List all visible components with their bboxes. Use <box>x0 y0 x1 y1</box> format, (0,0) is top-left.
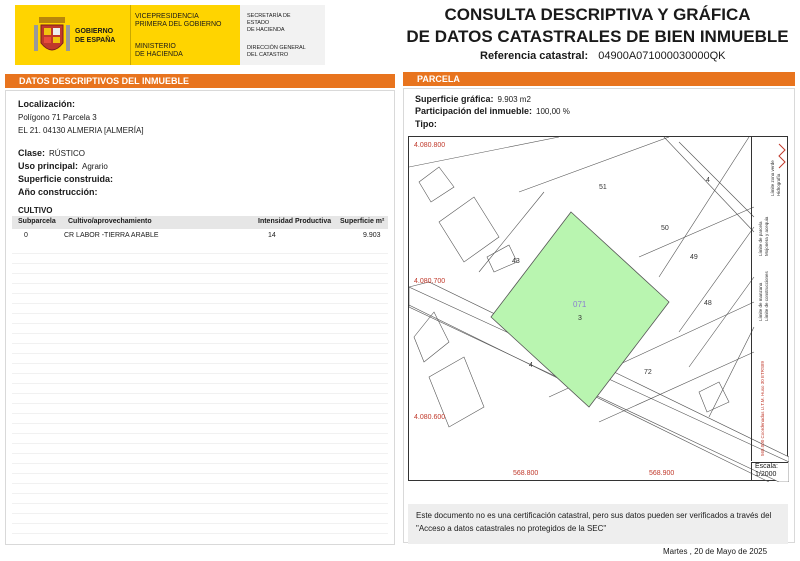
coord-label: 568.900 <box>649 470 675 477</box>
building <box>439 197 499 262</box>
government-header <box>15 5 310 65</box>
direction-line: DEL CATASTRO <box>247 52 289 58</box>
legend-item: Límite zona verde <box>770 160 775 196</box>
secretary-line: SECRETARÍA DE ESTADO <box>247 13 291 26</box>
parcel-line <box>639 207 754 257</box>
direction-line: DIRECCIÓN GENERAL <box>247 45 306 51</box>
legend-item: Límite de parcela <box>758 221 763 256</box>
superficie-grafica-row: Superficie gráfica: 9.903 m2 <box>415 94 531 104</box>
parcel-line <box>679 142 754 217</box>
parcel-number: 43 <box>512 258 520 265</box>
anio-construccion-label: Año construcción: <box>18 187 98 197</box>
coat-of-arms-icon <box>33 13 71 59</box>
superficie-construida-label: Superficie construida: <box>18 174 114 184</box>
parcel-number: 50 <box>661 225 669 232</box>
legend-item: Mojonera y acequia <box>764 216 769 256</box>
target-parcel <box>491 212 669 407</box>
map-drawing <box>409 137 789 482</box>
vice-line: VICEPRESIDENCIA <box>135 13 199 20</box>
cultivo-title: CULTIVO <box>18 206 53 215</box>
page-title: CONSULTA DESCRIPTIVA Y GRÁFICA DE DATOS CATASTRALES DE BIEN INMUEBLE <box>406 5 789 46</box>
parcel-line <box>689 277 754 367</box>
parcel-number: 48 <box>704 300 712 307</box>
legend-item: Límite de manzana <box>758 282 763 321</box>
cadastral-map[interactable] <box>408 136 788 481</box>
building <box>419 167 454 202</box>
ministry-line: DE HACIENDA <box>135 51 183 58</box>
section-bar-parcela: PARCELA <box>403 72 795 86</box>
localizacion-line-1: Polígono 71 Parcela 3 <box>18 113 97 122</box>
projection-label: 568.000 Coordenadas U.T.M. Huso 30 ETRS89 <box>760 360 765 456</box>
parcel-number: 49 <box>690 254 698 261</box>
parcel-number: 72 <box>644 369 652 376</box>
ministry-line: MINISTERIO <box>135 43 176 50</box>
table-row: 0 CR LABOR -TIERRA ARABLE 14 9.903 <box>24 232 381 239</box>
gobierno-block <box>15 5 130 65</box>
coord-label: 4.080.600 <box>414 414 446 421</box>
parcel-line <box>664 137 754 232</box>
coord-label: 568.800 <box>513 470 539 477</box>
parcel-number: 51 <box>599 184 607 191</box>
disclaimer-note: Este documento no es una certificación catastral, pero sus datos pueden ser verificados a través del "Acceso a datos catastrales no protegidos de la SEC" <box>408 504 788 544</box>
map-legend <box>751 136 788 461</box>
gov-name-line: GOBIERNO <box>75 28 114 35</box>
localizacion-label: Localización: <box>18 99 76 109</box>
map-scale: Escala: 1/2000 <box>751 462 788 481</box>
parcel-number: 4 <box>529 362 533 369</box>
coord-label: 4.080.700 <box>414 278 446 285</box>
vice-line: PRIMERA DEL GOBIERNO <box>135 21 222 28</box>
parcel-number: 4 <box>706 177 710 184</box>
parcel-line <box>519 137 669 192</box>
cultivo-table-header: Subparcela Cultivo/aprovechamiento Intensidad Productiva Superficie m² <box>12 216 388 229</box>
localizacion-line-2: EL 21. 04130 ALMERIA [ALMERÍA] <box>18 126 144 135</box>
tipo-label: Tipo: <box>415 119 437 129</box>
gov-name-line: DE ESPAÑA <box>75 37 116 44</box>
legend-item: Límite de construcciones <box>764 271 769 321</box>
section-bar-descriptive: DATOS DESCRIPTIVOS DEL INMUEBLE <box>5 74 395 88</box>
document-date: Martes , 20 de Mayo de 2025 <box>663 547 768 556</box>
cadastral-reference: Referencia catastral: 04900A071000030000QK <box>480 50 726 62</box>
secretary-line: DE HACIENDA <box>247 27 285 33</box>
reference-value: 04900A071000030000QK <box>598 50 726 62</box>
parcel-line <box>709 327 754 417</box>
north-arrow-icon <box>779 144 785 168</box>
clase-row: Clase: RÚSTICO <box>18 148 86 158</box>
coord-label: 4.080.800 <box>414 142 446 149</box>
parcel-line <box>659 137 749 277</box>
parcel-line <box>679 227 754 332</box>
parcel-number: 071 <box>573 300 587 309</box>
empty-rows-area <box>12 244 388 540</box>
uso-row: Uso principal: Agrario <box>18 161 108 171</box>
legend-item: Hidrografía <box>776 173 781 196</box>
participacion-row: Participación del inmueble: 100,00 % <box>415 106 570 116</box>
parcel-number: 3 <box>578 315 582 322</box>
